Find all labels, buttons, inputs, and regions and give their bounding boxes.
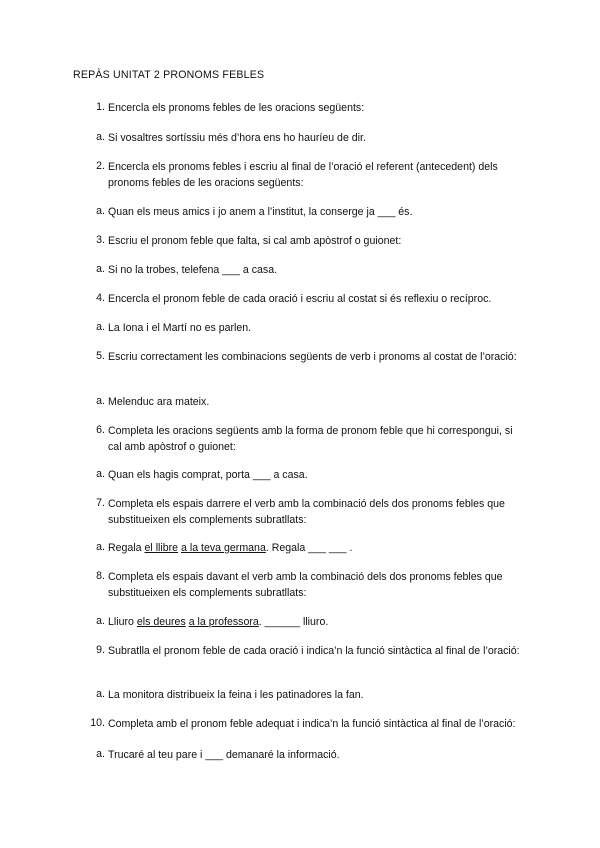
item-text: Completa les oracions següents amb la forma de pronom feble que hi correspongui, si cal amb apòstrof o guionet: bbox=[108, 425, 513, 453]
item-marker: a. bbox=[96, 321, 105, 333]
item-marker: 5. bbox=[96, 350, 105, 362]
item-marker: a. bbox=[96, 263, 105, 275]
item-text: Encercla els pronoms febles de les oracions següents: bbox=[108, 102, 365, 114]
text-segment: Regala bbox=[108, 542, 145, 554]
item-marker: 8. bbox=[96, 570, 105, 582]
item-text: Escriu el pronom feble que falta, si cal amb apòstrof o guionet: bbox=[108, 235, 402, 247]
item-text: Quan els meus amics i jo anem a l’institut, la conserge ja ___ és. bbox=[108, 206, 413, 218]
item-text: Escriu correctament les combinacions següents de verb i pronoms al costat de l’oració: bbox=[108, 351, 517, 363]
item-text: Melenduc ara mateix. bbox=[108, 396, 210, 408]
underlined-complement: el llibre bbox=[144, 542, 179, 554]
item-marker: 6. bbox=[96, 424, 105, 436]
item-marker: 4. bbox=[96, 292, 105, 304]
item-marker: a. bbox=[96, 748, 105, 760]
item-text: Quan els hagis comprat, porta ___ a casa. bbox=[108, 469, 308, 481]
item-text: Completa els espais darrere el verb amb la combinació dels dos pronoms febles que substitueixen els complements subratllats: bbox=[108, 498, 505, 526]
text-segment: . ______ lliuro. bbox=[258, 616, 329, 628]
document-title: REPÀS UNITAT 2 PRONOMS FEBLES bbox=[73, 69, 265, 81]
item-marker: a. bbox=[96, 541, 105, 553]
item-text: Si vosaltres sortíssiu més d’hora ens ho hauríeu de dir. bbox=[108, 132, 366, 144]
item-text: La monitora distribueix la feina i les patinadores la fan. bbox=[108, 689, 364, 701]
item-text: Encercla el pronom feble de cada oració i escriu al costat si és reflexiu o recíproc. bbox=[108, 293, 492, 305]
item-text bbox=[108, 615, 528, 631]
text-segment: . Regala ___ ___ . bbox=[265, 542, 353, 554]
item-text: Subratlla el pronom feble de cada oració i indica’n la funció sintàctica al final de l’oració: bbox=[108, 645, 520, 657]
text-segment: Lliuro bbox=[108, 616, 137, 628]
underlined-complement: a la teva germana bbox=[181, 542, 266, 554]
item-text: Encercla els pronoms febles i escriu al final de l’oració el referent (antecedent) dels pronoms febles de les oracions següents: bbox=[108, 161, 498, 189]
item-text: Completa amb el pronom feble adequat i indica’n la funció sintàctica al final de l’oració: bbox=[108, 718, 516, 730]
item-marker: 2. bbox=[96, 160, 105, 172]
underlined-complement: els deures bbox=[136, 616, 186, 628]
item-marker: 9. bbox=[96, 644, 105, 656]
item-marker: 7. bbox=[96, 497, 105, 509]
item-marker: 10. bbox=[90, 717, 105, 729]
item-marker: a. bbox=[96, 688, 105, 700]
item-marker: a. bbox=[96, 468, 105, 480]
underlined-complement: a la professora bbox=[188, 616, 259, 628]
item-text: Completa els espais davant el verb amb la combinació dels dos pronoms febles que substitueixen els complements subratllats: bbox=[108, 571, 503, 599]
item-marker: a. bbox=[96, 615, 105, 627]
item-marker: a. bbox=[96, 205, 105, 217]
item-marker: a. bbox=[96, 395, 105, 407]
item-marker: a. bbox=[96, 131, 105, 143]
item-marker: 1. bbox=[96, 101, 105, 113]
item-text: La Iona i el Martí no es parlen. bbox=[108, 322, 252, 334]
item-text bbox=[108, 541, 528, 557]
item-marker: 3. bbox=[96, 234, 105, 246]
item-text: Trucaré al teu pare i ___ demanaré la informació. bbox=[108, 749, 340, 761]
item-text: Si no la trobes, telefena ___ a casa. bbox=[108, 264, 278, 276]
